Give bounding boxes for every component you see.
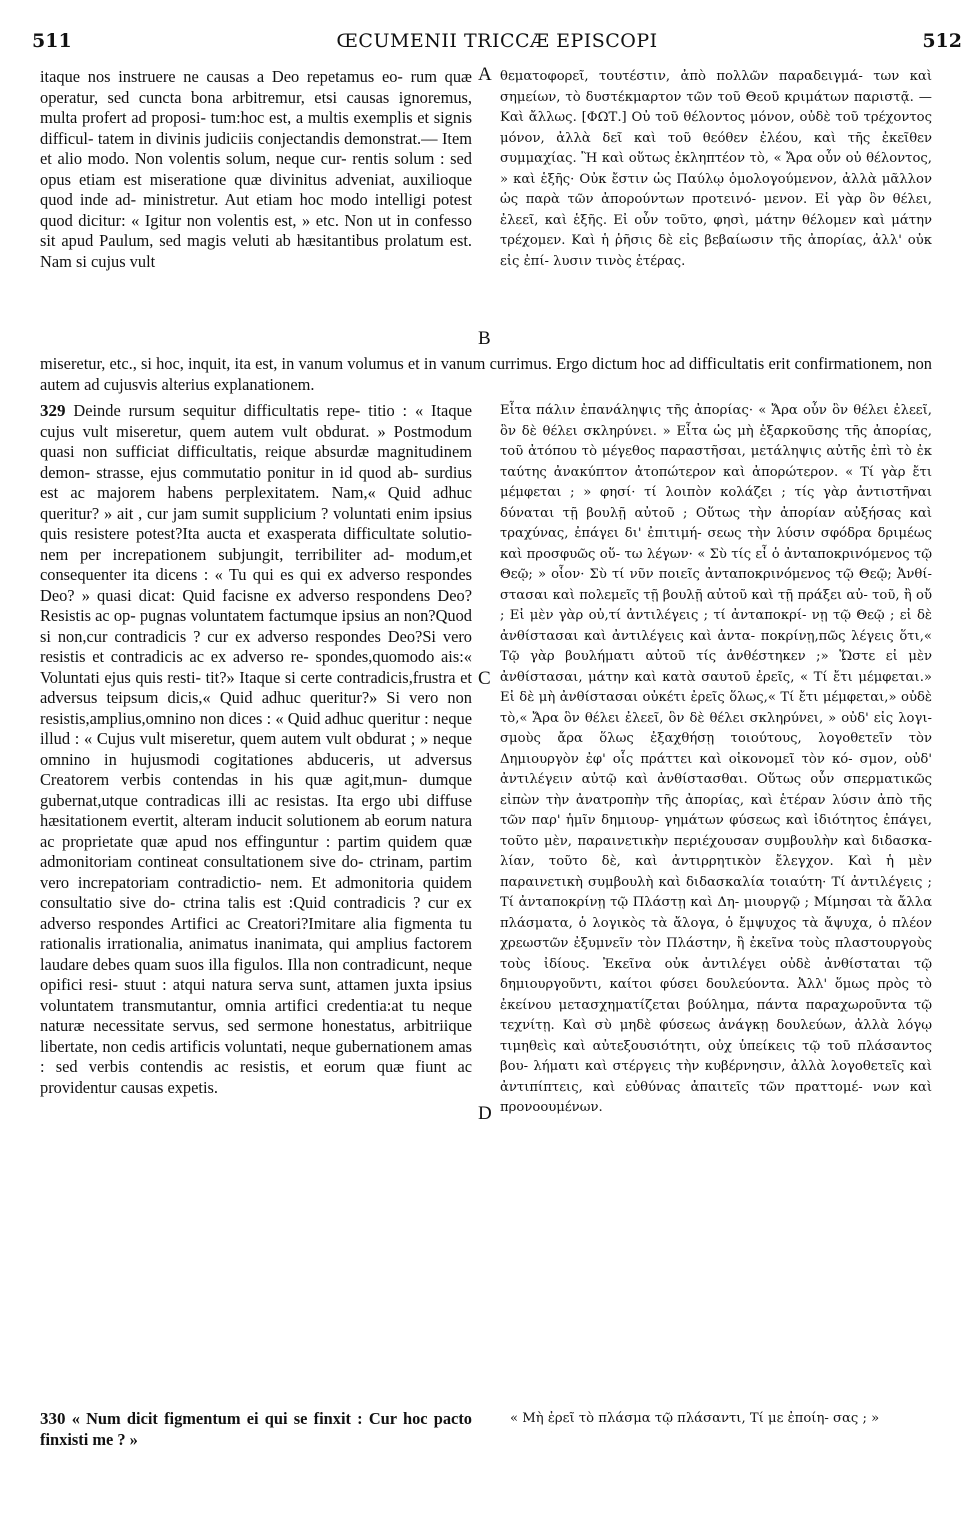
greek-column-top — [500, 67, 932, 272]
latin-column-section-329 — [40, 401, 472, 1098]
latin-paragraph-329 — [40, 401, 472, 1098]
latin-column-section-330 — [40, 1409, 472, 1450]
page-number-left: 511 — [32, 30, 72, 52]
greek-paragraph-329: Εἶτα πάλιν ἐπανάληψις τῆς ἀπορίας· « Ἄρα οὖν ὃν θέλει ἐλεεῖ, ὃν δὲ θέλει σκληρύνει. » Εἶτα ὡς μὴ ἐξαρκοῦσης τῆς ἀπορίας, τοῦ ἀτόπου τὸ μέγεθος παραστῆσαι, μετάληψις αὐτῆς ἐπὶ τὸ ἐκ ταύτης ἀνακύπτον ἀτοπώτερον καὶ ἀπορώτερον. « Τί γὰρ ἔτι μέμφεται ; » φησί· τί λοιπὸν κολάζει ; τίς γὰρ ἀντιστῆναι δύναται τῇ βουλῇ αὐτοῦ ; Οὕτως τὴν ἀπορίαν αὐξήσας καὶ τραχύνας, ἐπάγει δι' ἐπιτιμή- σεως τὴν λύσιν σφόδρα δριμέως καὶ προσφυῶς οὕ- τω λέγων· « Σὺ τίς εἶ ὁ ἀνταποκρινόμενος τῷ Θεῷ; » οἷον· Σὺ τί νῦν ποιεῖς ἀνταποκρινόμενος τῷ Θεῷ; Ἀνθί- στασαι καὶ πολεμεῖς τῇ βουλῇ αὐτοῦ καὶ τῇ πράξει αὐ- τοῦ, ἢ οὔ ; Εἰ μὲν γὰρ οὐ,τί ἀντιλέγεις ; τί ἀνταποκρί- νῃ τῷ Θεῷ ; εἰ δὲ ἀνθίστασαι καὶ ἀντιλέγεις καὶ ἀντα- ποκρίνῃ,πῶς λέγεις ὅτι,« Τῷ γὰρ βουλήματι αὐτοῦ τίς ἀνθέστηκεν ;» Ὥστε εἰ μὲν ἀνθίστασαι, μάτην καὶ κατὰ σαυτοῦ ἐρεῖς, « Τί ἔτι μέμφεται.» Εἰ δὲ μὴ ἀνθίστασαι οὐκέτι ἐρεῖς ὅλως,« Τί ἔτι μέμφεται,» οὐδὲ τὸ,« Ἄρα ὃν θέλει ἐλεεῖ, ὃν δὲ θέλει σκληρύνει, » οὐδ' εἰς λογι- σμοὺς ἄρα ὅλως ἐξαχθήσῃ τοιούτους, λογοθετεῖν τὸν Δημιουργὸν ἐφ' οἷς πράττει καὶ οἰκονομεῖ τὸν κό- σμον, οὐδ' ἀντιλέγειν αὐτῷ καὶ ἀνθίστασθαι. Οὕτως οὖν σπερματικῶς εἰπὼν τὴν ἀνατροπὴν τῆς ἀπορίας, καὶ ἑτέραν λύσιν ἀπὸ τῆς τῶν παρ' ἡμῖν δημιουρ- γημάτων φύσεως καὶ ἰδιότητος ἐπάγει, τοῦτο μὲν, παραινετικὴν περιέχουσαν συμβουλὴν καὶ διδασκα- λίαν, τοῦτο δὲ, καὶ ἀντιρρητικὸν ἔλεγχον. Καὶ ἡ μὲν παραινετικὴ συμβουλὴ καὶ διδασκαλία τοιαύτη· Τί ἀντιλέγεις ; Τί ἀνταποκρίνῃ τῷ Πλάστῃ καὶ Δη- μιουργῷ ; Μίμησαι τὰ ἄλλα πλάσματα, ὁ λογικὸς τὰ ἄλογα, ὁ ἔμψυχος τὰ ἄψυχα, ὁ πλέον χρεωστῶν ἐξυμνεῖν τὸν Πλάστην, ἢ ἐκεῖνα τοὺς πλαστουργοὺς τοὺς ἰδίους. Ἐκεῖνα οὐκ ἀντιλέγει οὐδὲ ἀνθίσταται τῷ δημιουργοῦντι, καίτοι φύσει δουλεύοντα. Ἀλλ' ὅμως πρὸς τὸ ἐκείνου μετασχηματίζεται βούλημα, πάντα παραχωροῦντα τῷ τεχνίτῃ. Καὶ σὺ μηδὲ φύσεως ἀνάγκῃ δουλεύων, ἀλλὰ λόγῳ τιμηθεὶς καὶ αὐτεξουσιότητι, οὐχ ὑπείκεις τῷ τοῦ πλάσαντος βου- λήματι καὶ στέργεις τὴν κυβέρνησιν, ἀλλὰ λογοθετεῖς καὶ ἀντιπίπτεις, καὶ εὐθύνας ἀπαιτεῖς τῶν πραττομέ- νων καὶ προνοουμένων. — [500, 403, 932, 1115]
full-width-paragraph: miseretur, etc., si hoc, inquit, ita est, in vanum volumus et in vanum currimus. Ergo dictum hoc ad difficultatis erit confirmationem, non autem ad cujusvis alterius explanationem. — [40, 354, 932, 394]
latin-text-329: Deinde rursum sequitur difficultatis repe- titio : « Itaque cujus vult miseretur, quem autem vult obdurat. » Postmodum quasi non sufficiat difficultatis, reique absurdæ magnitudinem demon- strasse, ejus commutatio ponitur in id quod ab- surdius est ac majorem habens perplexitatem. Nam,« Quid adhuc queritur? » ait , cur jam sumit supplicium ? voluntati enim ipsius quis resistere potest?Ita aucta et exasperata difficultate solutio- nem per increpationem subjungit, terribiliter ad- modum,et consequenter ita dicens : « Tu qui es qui ex adverso respondes Deo? » quasi dicat: Quid facisne ex adverso respondens Deo? Resistis ac op- pugnas voluntatem factumque ipsius an non?Quod si non,cur contradicis ? cur ex adverso respondes Deo?Si vero resistis et contradicis ac ex adverso re- spondes,quomodo ais:« Voluntati ejus quis resti- tit?» Itaque si certe contradicis,frustra et adversus teipsum dicis,« Quid adhuc queritur?» Si vero non resistis,amplius,omnino non dices : « Quid adhuc queritur : neque illud : « Cujus vult miseretur, quem autem vult obdurat ; » neque omnino in hujusmodi cogitationes abduceris, ut adversus Creatorem verbis contendas in his quæ agit,mun- dumque gubernat,utque contradicas illi ac resistas. Ita ergo ubi diffuse hæsitationem evertit, alteram inducit solutionem ab eorum natura ac proprietate quæ apud nos effinguntur : partim quidem quæ admonitoriam contineat consultationem sive do- ctrinam, partim vero increpatoriam contradictio- nem. Et admonitoria quidem consultatio sive do- ctrina talis est :Quid contradicis ? cur ex adverso respondes Artifici ac Creatori?Imitare alia figmenta tu rationalis irrationalia, animatus inanimata, qui amplius factorem laudare debes quam suos illa figulos. Illa non contradicunt, neque opifici resi- stuut : atqui natura serva sunt, attamen juxta ipsius voluntatem transmutantur, omnia artifici credentia:at tu neque naturæ necessitate servus, sed sermone honestatus, arbitriique libertate, non cedis artificis voluntati, neque gubernationem amas : sed verbis contendis ac resistis, et eorum quæ fiunt ac providentur causas expetis. — [40, 401, 473, 1097]
latin-column-top — [40, 67, 472, 272]
section-number-330: 330 — [40, 1409, 66, 1428]
margin-marker-b: B — [478, 328, 491, 349]
page-header — [32, 30, 962, 60]
latin-paragraph-330 — [40, 1409, 472, 1450]
greek-column-section-330 — [510, 1409, 930, 1430]
margin-marker-d: D — [478, 1103, 492, 1124]
section-number-329: 329 — [40, 401, 66, 420]
latin-text-330: « Num dicit figmentum ei qui se finxit : Cur hoc pacto finxisti me ? » — [40, 1409, 472, 1449]
margin-marker-c: C — [478, 668, 491, 689]
page-number-right: 512 — [922, 30, 962, 52]
greek-paragraph-330: « Μὴ ἐρεῖ τὸ πλάσμα τῷ πλάσαντι, Τί με ἐποίη- σας ; » — [510, 1411, 880, 1426]
latin-paragraph: itaque nos instruere ne causas a Deo repetamus eo- rum quæ operatur, sed cuncta bona arbitremur, etsi causas ignoremus, multa profert ad proposi- tum:hoc est, a multis exemplis et signis difficul- tatem in divinis judiciis conjectandis demonstrat.— Item et alio modo. Non volentis solum, neque cur- rentis solum : sed opus etiam est miseratione quæ divinitus adveniat, auxilioque quod inde ad- ministretur. Aut etiam hoc modo intelligi potest quod dicitur: « Igitur non volentis est, » etc. Non ut in confesso sit apud Paulum, sed magis veluti ab hæsitantibus prolatum est. Nam si cujus vult — [40, 67, 472, 271]
greek-paragraph: θεματοφορεῖ, τουτέστιν, ἀπὸ πολλῶν παραδειγμά- των καὶ σημείων, τὸ δυστέκμαρτον τῶν τοῦ Θεοῦ κριμάτων παριστᾷ. — Καὶ ἄλλως. [ΦΩΤ.] Οὐ τοῦ θέλοντος μόνον, οὐδὲ τοῦ τρέχοντος μόνον, ἀλλὰ δεῖ καὶ τοῦ θεόθεν ἐλέου, καὶ τῆς ἐκεῖθεν συμμαχίας. Ἢ καὶ οὕτως ἐκληπτέον τὸ, « Ἄρα οὖν οὐ θέλοντος, » καὶ ἑξῆς· Οὐκ ἔστιν ὡς Παύλῳ ὁμολογούμενον, ἀλλὰ μᾶλλον ὡς παρὰ τῶν ἀπορούντων προτεινό- μενον. Εἰ γὰρ ὃν θέλει, ἐλεεῖ, καὶ ἑξῆς. Εἰ οὖν τοῦτο, φησὶ, μάτην θέλομεν καὶ μάτην τρέχομεν. Καὶ ἡ ῥῆσις δὲ εἰς βεβαίωσιν τῆς ἀπορίας, ἀλλ' οὐκ εἰς ἐπί- λυσιν τινὸς ἑτέρας. — [500, 69, 932, 269]
full-width-text — [40, 354, 932, 395]
margin-marker-a: A — [478, 64, 492, 85]
greek-column-section-329 — [500, 401, 932, 1119]
running-title: ŒCUMENII TRICCÆ EPISCOPI — [336, 30, 658, 52]
